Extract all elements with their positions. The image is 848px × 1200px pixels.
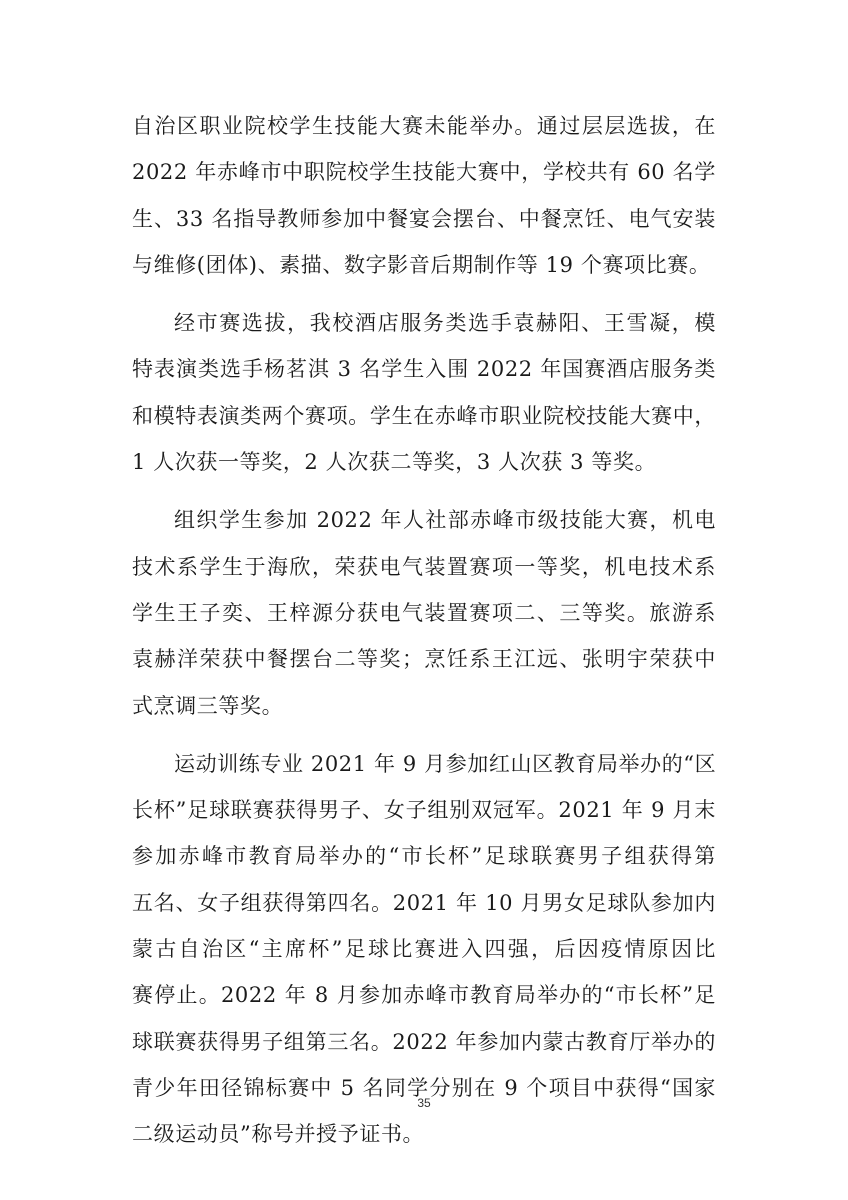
text-line: 式烹调三等奖。	[132, 693, 284, 718]
body-text	[132, 103, 716, 1170]
text-line: 和模特表演类两个赛项。学生在赤峰市职业院校技能大赛中，	[132, 403, 716, 428]
text-line: 袁赫洋荣获中餐摆台二等奖；烹饪系王江远、张明宇荣获中	[132, 647, 716, 672]
text-line: 生、33 名指导教师参加中餐宴会摆台、中餐烹饪、电气安装	[132, 206, 716, 231]
text-line: 运动训练专业 2021 年 9 月参加红山区教育局举办的“区	[174, 751, 717, 776]
text-line: 二级运动员”称号并授予证书。	[132, 1122, 425, 1147]
paragraph-national-selection	[132, 300, 716, 485]
text-line: 经市赛选拔，我校酒店服务类选手袁赫阳、王雪凝，模	[174, 311, 716, 336]
text-line: 特表演类选手杨茗淇 3 名学生入围 2022 年国赛酒店服务类	[132, 357, 716, 382]
text-line: 1 人次获一等奖，2 人次获二等奖，3 人次获 3 等奖。	[132, 450, 657, 475]
paragraph-competitions	[132, 103, 716, 288]
text-line: 2022 年赤峰市中职院校学生技能大赛中，学校共有 60 名学	[132, 160, 716, 185]
text-line: 组织学生参加 2022 年人社部赤峰市级技能大赛，机电	[174, 508, 716, 533]
paragraph-skills-contest	[132, 497, 716, 728]
text-line: 青少年田径锦标赛中 5 名同学分别在 9 个项目中获得“国家	[132, 1075, 716, 1100]
text-line: 参加赤峰市教育局举办的“市长杯”足球联赛男子组获得第	[132, 844, 716, 869]
text-line: 五名、女子组获得第四名。2021 年 10 月男女足球队参加内	[132, 890, 716, 915]
text-line: 技术系学生于海欣，荣获电气装置赛项一等奖，机电技术系	[132, 554, 716, 579]
text-line: 球联赛获得男子组第三名。2022 年参加内蒙古教育厅举办的	[132, 1029, 716, 1054]
text-line: 蒙古自治区“主席杯”足球比赛进入四强，后因疫情原因比	[132, 937, 716, 962]
page-number: 35	[417, 1096, 431, 1110]
text-line: 自治区职业院校学生技能大赛未能举办。通过层层选拔，在	[132, 114, 716, 138]
text-line: 学生王子奕、王梓源分获电气装置赛项二、三等奖。旅游系	[132, 600, 716, 625]
text-line: 赛停止。2022 年 8 月参加赤峰市教育局举办的“市长杯”足	[132, 983, 716, 1008]
text-line: 与维修(团体)、素描、数字影音后期制作等 19 个赛项比赛。	[132, 252, 711, 277]
text-line: 长杯”足球联赛获得男子、女子组别双冠军。2021 年 9 月末	[132, 798, 716, 823]
